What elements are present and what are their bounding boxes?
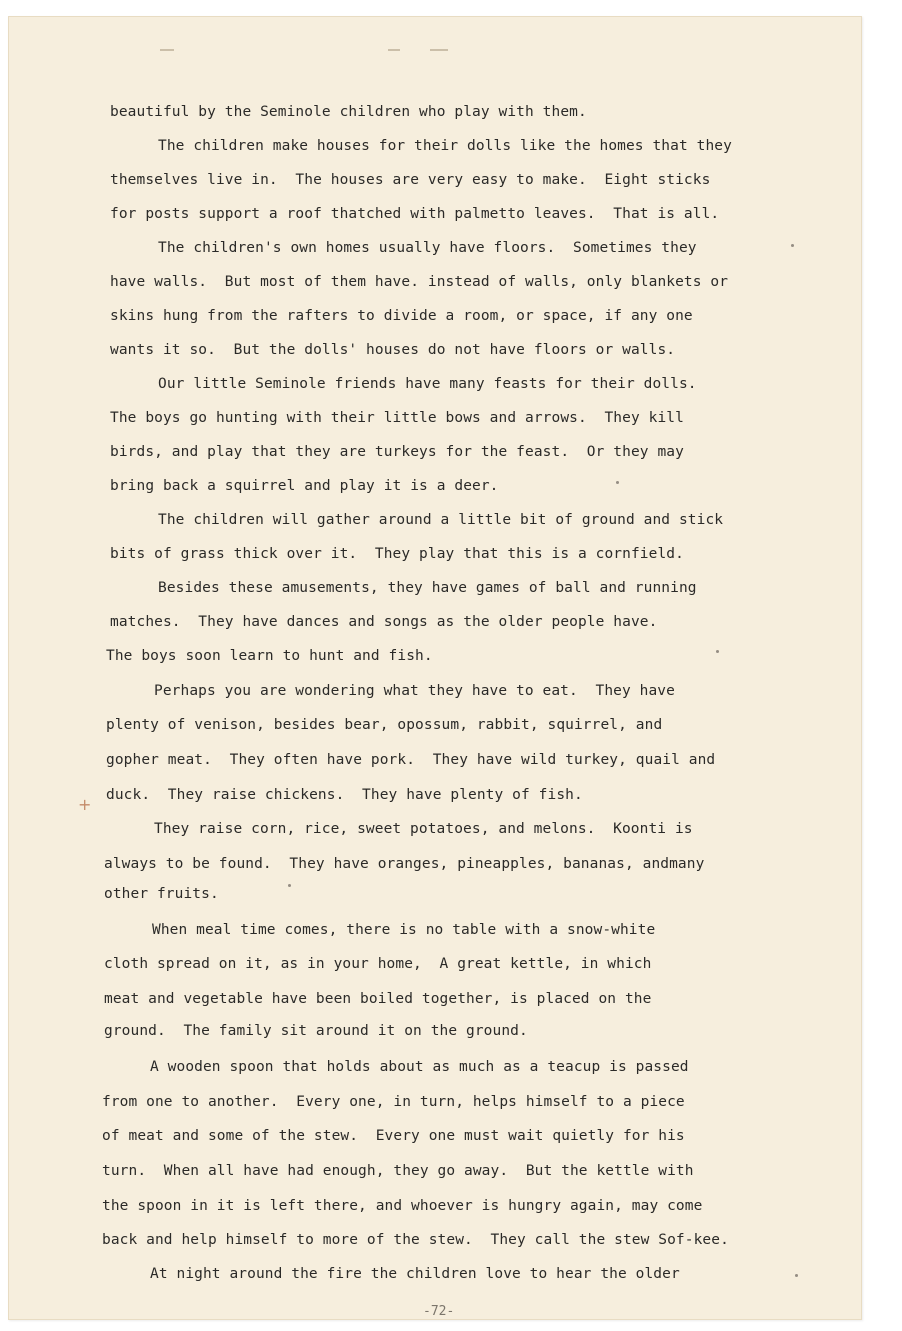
text-line: have walls. But most of them have. instead of walls, only blankets or (110, 274, 729, 290)
text-line: meat and vegetable have been boiled together, is placed on the (104, 991, 652, 1007)
text-line: The children make houses for their dolls like the homes that they (158, 138, 732, 154)
text-line: duck. They raise chickens. They have plenty of fish. (106, 787, 583, 803)
paper-speck (716, 650, 719, 653)
text-line: skins hung from the rafters to divide a room, or space, if any one (110, 308, 693, 324)
text-line: birds, and play that they are turkeys for the feast. Or they may (110, 444, 684, 460)
text-line: themselves live in. The houses are very easy to make. Eight sticks (110, 172, 711, 188)
text-line: from one to another. Every one, in turn, helps himself to a piece (102, 1094, 685, 1110)
text-line: other fruits. (104, 886, 219, 902)
text-line: Besides these amusements, they have games of ball and running (158, 580, 697, 596)
typed-text-block (8, 16, 862, 1320)
paper-speck (616, 481, 619, 484)
text-line: for posts support a roof thatched with palmetto leaves. That is all. (110, 206, 720, 222)
page-number: -72- (423, 1304, 455, 1319)
text-line: matches. They have dances and songs as the older people have. (110, 614, 658, 630)
text-line: turn. When all have had enough, they go away. But the kettle with (102, 1163, 694, 1179)
document-page (8, 16, 862, 1320)
text-line: of meat and some of the stew. Every one must wait quietly for his (102, 1128, 685, 1144)
text-line: the spoon in it is left there, and whoever is hungry again, may come (102, 1198, 703, 1214)
text-line: gopher meat. They often have pork. They have wild turkey, quail and (106, 752, 716, 768)
margin-annotation-mark: + (78, 795, 92, 814)
paper-speck (795, 1274, 798, 1277)
text-line: When meal time comes, there is no table with a snow-white (152, 922, 656, 938)
text-line: A wooden spoon that holds about as much as a teacup is passed (150, 1059, 689, 1075)
text-line: The boys go hunting with their little bows and arrows. They kill (110, 410, 684, 426)
text-line: bits of grass thick over it. They play that this is a cornfield. (110, 546, 684, 562)
text-line: Perhaps you are wondering what they have to eat. They have (154, 683, 675, 699)
text-line: always to be found. They have oranges, pineapples, bananas, andmany (104, 856, 705, 872)
text-line: The children's own homes usually have floors. Sometimes they (158, 240, 697, 256)
text-line: bring back a squirrel and play it is a deer. (110, 478, 499, 494)
text-line: cloth spread on it, as in your home, A great kettle, in which (104, 956, 652, 972)
text-line: back and help himself to more of the stew. They call the stew Sof-kee. (102, 1232, 729, 1248)
text-line: The children will gather around a little bit of ground and stick (158, 512, 724, 528)
text-line: wants it so. But the dolls' houses do not have floors or walls. (110, 342, 676, 358)
text-line: The boys soon learn to hunt and fish. (106, 648, 433, 664)
text-line: At night around the fire the children love to hear the older (150, 1266, 680, 1282)
paper-speck (288, 884, 291, 887)
text-line: They raise corn, rice, sweet potatoes, and melons. Koonti is (154, 821, 693, 837)
text-line: ground. The family sit around it on the ground. (104, 1023, 528, 1039)
text-line: beautiful by the Seminole children who play with them. (110, 104, 587, 120)
text-line: plenty of venison, besides bear, opossum, rabbit, squirrel, and (106, 717, 663, 733)
paper-speck (791, 244, 794, 247)
text-line: Our little Seminole friends have many feasts for their dolls. (158, 376, 697, 392)
